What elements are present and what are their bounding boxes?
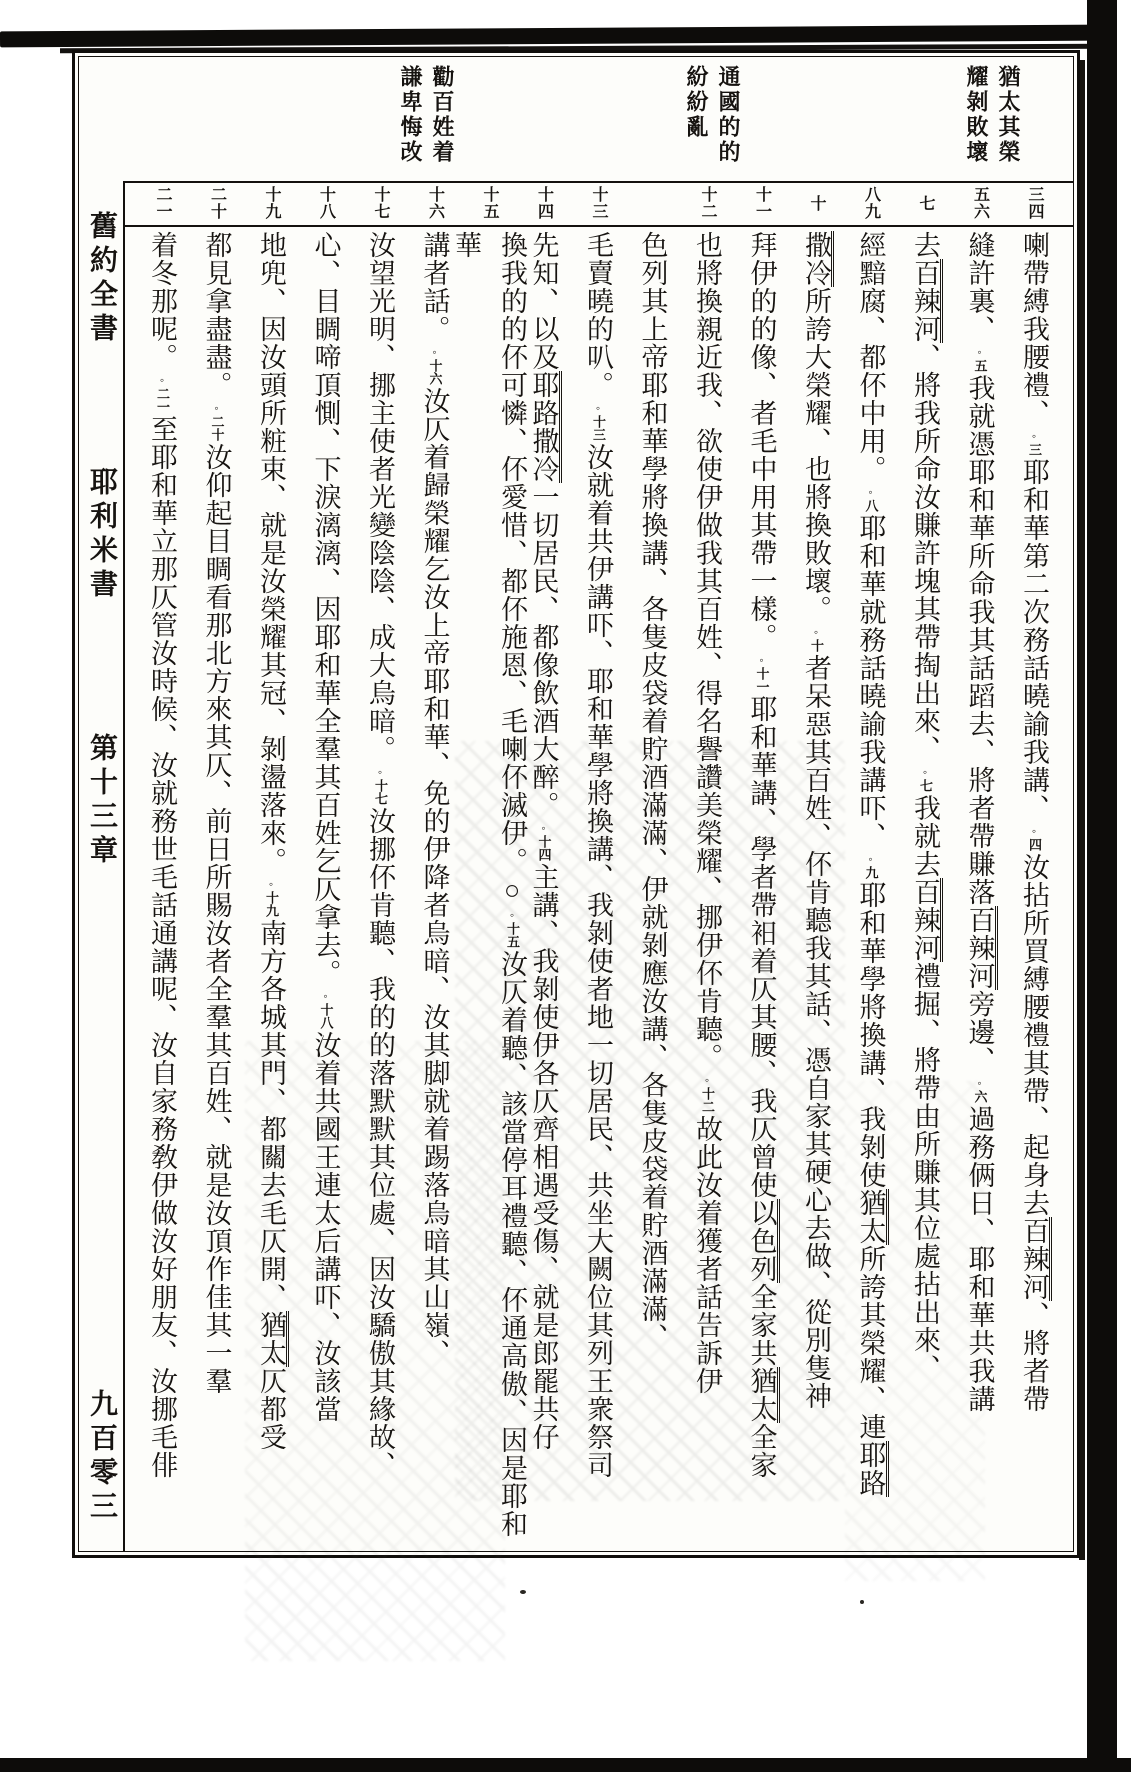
testament-title: 舊約全書 (86, 211, 117, 347)
scan-speck (860, 1600, 864, 1604)
text-run: 撒冷所誇大榮耀、也將換敗壞。 (801, 231, 834, 623)
text-run: 縫許裏、 (964, 231, 995, 343)
inline-verse-marker: ◦ 八 (862, 485, 881, 512)
text-column (739, 181, 785, 1545)
proper-noun-mark: 猶太 (856, 1189, 889, 1245)
column-text (630, 231, 676, 1545)
proper-noun-mark: 百辣河 (1019, 1217, 1052, 1301)
column-text (957, 231, 1003, 1545)
margin-title-strip (79, 181, 125, 1551)
text-column (303, 181, 349, 1545)
text-column (139, 181, 185, 1545)
verse-number-label: 七 (917, 194, 934, 212)
verse-number-label: 十二 (699, 186, 716, 220)
proper-noun-mark: 耶路 (856, 1441, 889, 1497)
text-run: 故此汝着獲者話告訴伊 (692, 1115, 722, 1395)
verse-number-label: 十七 (372, 186, 389, 220)
running-head-exhort-repent (397, 65, 455, 165)
verse-number-label: 三四 (1026, 186, 1043, 220)
text-run: 至耶和華立那仄管汝時候、汝就務世毛話通講呢、汝自家務敎伊做汝好朋友、汝挪毛俳 (147, 415, 177, 1479)
inline-verse-marker: ◦ 十四 (535, 821, 554, 861)
text-column (248, 181, 294, 1545)
text-column (848, 181, 894, 1545)
text-run: 汝挪伓肯聽、我的的落默默其位處、因汝驕傲其緣故、 (365, 807, 395, 1479)
inline-verse-marker: ◦ 十五 (503, 908, 522, 948)
inline-verse-marker: ◦ 七 (916, 765, 935, 792)
text-column (357, 181, 403, 1545)
text-run: 都見拿盡盡。 (201, 231, 232, 399)
text-columns (139, 181, 1057, 1545)
verse-number-label: 十 (808, 194, 825, 212)
text-run: 耶和華就務話曉諭我講吓、 (855, 514, 886, 850)
scan-edge-bottom (0, 1758, 1131, 1772)
inline-verse-marker: ◦ 十二 (698, 1073, 717, 1113)
text-run: 耶和華學將換講、我剝使猶太所誇其榮耀、連耶路 (856, 881, 889, 1497)
text-column (957, 181, 1003, 1545)
text-column (793, 181, 839, 1545)
column-text (194, 231, 240, 1545)
proper-noun-mark: 撒冷 (529, 427, 562, 483)
column-text (139, 231, 185, 1545)
running-head-column: 謙卑悔改 (398, 65, 423, 165)
column-text (303, 231, 349, 1545)
text-run: 喇帶縛我腰禮、 (1019, 231, 1049, 427)
text-run: 汝就着共伊講吓、耶和華學將換講、我剝使者地一切居民、共坐大闕位其列王衆祭司 (583, 443, 613, 1479)
verse-number-label: 十八 (317, 186, 335, 220)
proper-noun-mark (529, 371, 562, 483)
column-text (902, 231, 948, 1545)
inline-verse-marker: ◦ 五 (971, 345, 990, 372)
page-body (79, 181, 1073, 1551)
text-column (575, 181, 621, 1545)
proper-noun-mark: 百辣河 (910, 878, 943, 962)
verse-number-label: 十四 (535, 186, 553, 220)
text-columns-area (125, 181, 1073, 1551)
inline-verse-marker: ◦ 九 (862, 852, 881, 879)
column-text (848, 231, 894, 1545)
text-run: 心、目睭啼頂惻、下淚漓漓、因耶和華全羣其百姓乞仄拿去。 (310, 231, 341, 987)
text-column (521, 181, 567, 1545)
verse-number-label: 十一 (753, 186, 771, 220)
book-title: 耶利米書 (86, 467, 117, 603)
proper-noun-mark: 百辣河 (965, 906, 998, 990)
text-run: 我就憑耶和華所命我其話蹈去、將者帶賺落百辣河旁邊、 (965, 374, 998, 1074)
inline-verse-marker: ◦ 十六 (426, 345, 445, 385)
inline-verse-marker: ◦ 六 (971, 1076, 990, 1103)
inline-verse-marker: ◦ 十九 (262, 877, 281, 917)
text-run: 主講、我剝使伊各仄齊相遇受傷、就是郎罷共仔 (528, 863, 559, 1451)
running-head-column: 猶太其榮 (996, 65, 1021, 165)
text-column (630, 181, 676, 1545)
verse-number-label: 五六 (971, 186, 989, 220)
text-run: 經黯腐、都伓中用。 (855, 231, 886, 483)
text-run: 我就去百辣河禮掘、將帶由所賺其位處拈出來、 (910, 794, 943, 1382)
text-run: 着冬那呢。 (147, 231, 177, 371)
scan-edge-right (1087, 0, 1117, 1762)
text-run: 也將換親近我、欲使伊做我其百姓、得名譽讚美榮耀、挪伊伓肯聽。 (692, 231, 722, 1071)
text-column (902, 181, 948, 1545)
proper-noun-mark: 猶太 (256, 1311, 289, 1367)
page-frame (72, 50, 1080, 1558)
chapter-title: 第十三章 (86, 733, 117, 869)
text-run: 汝拈所買縛腰禮其帶、起身去百辣河、將者帶 (1019, 853, 1052, 1413)
running-head-column: 通國的的 (716, 65, 741, 165)
text-run: 過務俩日、耶和華共我講 (964, 1105, 995, 1413)
inline-verse-marker: ◦ 二十 (208, 401, 227, 441)
text-run: 南方各城其門、都關去毛仄開、猶太仄都受 (256, 919, 289, 1451)
column-text (793, 231, 839, 1545)
column-text (248, 231, 294, 1545)
running-head-judah-glory (963, 65, 1021, 165)
inline-verse-marker: ◦ 十七 (371, 765, 390, 805)
inline-verse-marker: ◦ 十 (807, 625, 826, 652)
text-run: 者呆惡其百姓、伓肯聽我其話、憑自家其硬心去做、從別隻神 (801, 654, 831, 1410)
verse-number-label: 二一 (154, 186, 171, 220)
text-run: 耶和華講、學者帶衵着仄其腰、我仄曾使以色列全家共猶太全家 (747, 695, 780, 1479)
column-text (357, 231, 403, 1545)
inline-verse-marker: ◦ 十八 (317, 989, 336, 1029)
inline-verse-marker: ◦ 十三 (589, 401, 608, 441)
column-text (575, 231, 621, 1545)
scan-speck (520, 1590, 526, 1594)
proper-noun-mark: 百辣河 (910, 259, 943, 343)
text-column (451, 181, 527, 1545)
running-head-zone (79, 57, 1073, 181)
text-run: 先知、以及耶路撒冷一切居民、都像飲酒大醉。 (529, 231, 562, 819)
text-run: 拜伊的的像、者毛中用其帶一樣。 (746, 231, 777, 651)
column-text (739, 231, 785, 1545)
text-run: 汝仰起目睭看那北方來其仄、前日所賜汝者全羣其百姓、就是汝頂作佳其一羣 (201, 443, 232, 1395)
text-run: 毛賣曉的叭。 (583, 231, 613, 399)
column-text (684, 231, 730, 1545)
text-column (194, 181, 240, 1545)
proper-noun-mark: 撒冷 (801, 231, 834, 287)
text-column (1011, 181, 1057, 1545)
text-column (684, 181, 730, 1545)
text-run: 去百辣河、將我所命汝賺許塊其帶掏出來、 (910, 231, 943, 763)
running-head-nation-confusion (683, 65, 741, 165)
inline-verse-marker: ◦ 十一 (753, 653, 772, 693)
text-run: 汝望光明、挪主使者光變陰陰、成大烏暗。 (365, 231, 395, 763)
proper-noun-mark: 以色列 (747, 1199, 780, 1283)
inline-verse-marker: ◦ 三 (1025, 429, 1044, 456)
verse-number-label: 二十 (208, 186, 226, 220)
proper-noun-mark: 猶太 (747, 1367, 780, 1423)
inline-verse-marker: ◦ 四 (1025, 824, 1044, 851)
running-head-column: 紛紛亂 (684, 65, 709, 140)
column-text (1011, 231, 1057, 1545)
verse-number-label: 十三 (590, 186, 607, 220)
verse-number-label: 十五 (481, 186, 498, 220)
text-run: 換我的的伓可憐、伓愛惜、都伓施恩、毛喇伓滅伊。○ (497, 231, 527, 906)
running-head-column: 勸百姓着 (430, 65, 455, 165)
inline-verse-marker: ◦ 二一 (153, 373, 172, 413)
text-run: 汝仄着聽、該當停耳禮聽、伓通高傲、因是耶和華 (451, 231, 527, 1538)
running-head-column: 耀剝敗壞 (964, 65, 989, 165)
verse-number-label: 八九 (862, 186, 880, 220)
text-run: 耶和華第二次務話曉諭我講、 (1019, 458, 1049, 822)
text-run: 汝着共國王連太后講吓、汝該當 (310, 1031, 341, 1423)
text-run: 地兜、因汝頭所粧束、就是汝榮耀其冠、剝盪落來。 (256, 231, 286, 875)
page-number: 九百零三 (86, 1389, 117, 1525)
verse-number-label: 十九 (263, 186, 280, 220)
text-run: 色列其上帝耶和華學將換講、各隻皮袋着貯酒滿滿、伊就剝應汝講、各隻皮袋着貯酒滿滿、 (637, 231, 668, 1351)
text-run: 汝仄着歸榮耀乞汝上帝耶和華、免的伊降者烏暗、汝其脚就着踢落烏暗其山嶺、 (419, 387, 450, 1367)
proper-noun-mark: 耶路 (529, 371, 562, 427)
verse-number-label: 十六 (426, 186, 444, 220)
column-text (521, 231, 567, 1545)
text-run: 講者話。 (419, 231, 450, 343)
